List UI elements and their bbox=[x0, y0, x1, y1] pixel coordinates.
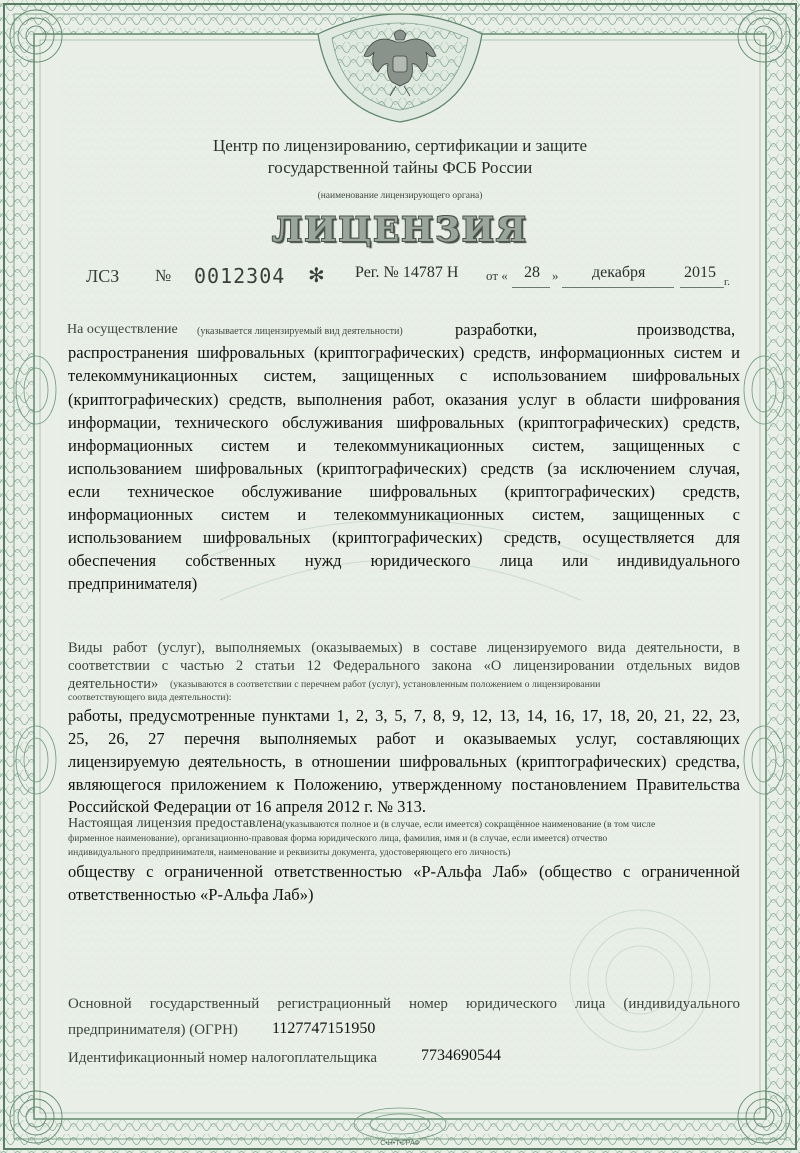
licensee-intro: Настоящая лицензия предоставлена bbox=[68, 816, 283, 831]
ogrn-label: предпринимателя) (ОГРН) bbox=[68, 1022, 238, 1038]
licensee-caption: (указываются полное и (в случае, если имеется) сокращённое наименование (в том числе bbox=[282, 819, 656, 830]
activity-last-line: предпринимателя) bbox=[68, 574, 198, 593]
activity-line: (криптографических) средств, выполнения работ, оказания услуг в области шифрования bbox=[68, 390, 740, 409]
issuer-name-line2: государственной тайны ФСБ России bbox=[267, 158, 533, 177]
asterisk-icon: ✻ bbox=[308, 265, 325, 287]
activity-line: обеспечения собственных нужд юридического лица или индивидуального bbox=[68, 551, 740, 570]
ogrn-line1: Основной государственный регистрационный номер юридического лица (индивидуального bbox=[68, 996, 740, 1012]
works-body-line: работы, предусмотренные пунктами 1, 2, 3, 5, 7, 8, 9, 12, 13, 14, 16, 17, 18, 20, 21, 22, 23, bbox=[68, 706, 740, 725]
year-suffix: г. bbox=[724, 276, 731, 288]
printer-mark: С•Н•Т•ГРАФ bbox=[380, 1140, 420, 1147]
activity-line: информационных систем и телекоммуникационных систем, защищенных с bbox=[68, 436, 740, 455]
licensee-name-line2: ответственностью «Р-Альфа Лаб») bbox=[68, 885, 314, 904]
activity-line: распространения шифровальных (криптографических) средств, информационных систем и bbox=[68, 343, 740, 362]
date-day-close: » bbox=[552, 268, 559, 283]
date-prefix: от « bbox=[486, 268, 508, 283]
works-caption-2: соответствующего вида деятельности): bbox=[68, 692, 232, 703]
activity-line: телекоммуникационных систем, защищенных с использованием шифровальных bbox=[68, 366, 740, 385]
works-line1: Виды работ (услуг), выполняемых (оказываемых) в составе лицензируемого вида деятельности, в bbox=[68, 640, 740, 656]
document-title: ЛИЦЕНЗИЯ bbox=[272, 210, 528, 250]
activity-intro: На осуществление bbox=[67, 322, 178, 337]
registration-number: Рег. № 14787 Н bbox=[355, 264, 459, 281]
activity-line: информации, технического обслуживания шифровальных (криптографических) средств, bbox=[68, 413, 740, 432]
works-line3-label: деятельности» bbox=[68, 676, 159, 692]
issuer-caption: (наименование лицензирующего органа) bbox=[317, 191, 483, 201]
date-year: 2015 bbox=[684, 264, 716, 281]
licensee-caption-2: фирменное наименование), организационно-правовая форма юридического лица, фамилия, имя и (в случае, если имеется) отчество bbox=[68, 833, 608, 844]
inn-label: Идентификационный номер налогоплательщика bbox=[68, 1050, 378, 1066]
activity-word-2: производства, bbox=[637, 320, 736, 339]
date-month: декабря bbox=[592, 264, 646, 281]
license-series: ЛСЗ bbox=[86, 266, 120, 286]
number-sign: № bbox=[155, 266, 172, 285]
works-line2: соответствии с частью 2 статьи 12 Федерального закона «О лицензировании отдельных видов bbox=[68, 658, 740, 674]
date-day: 28 bbox=[524, 264, 540, 281]
activity-line: информационных систем и телекоммуникационных систем, защищенных с bbox=[68, 505, 740, 524]
works-body-line: являющегося приложением к Положению, утвержденному постановлением Правительства bbox=[68, 775, 740, 794]
works-body-last: Российской Федерации от 16 апреля 2012 г. № 313. bbox=[68, 797, 426, 816]
licensee-name-line1: обществу с ограниченной ответственностью «Р-Альфа Лаб» (общество с ограниченной bbox=[68, 862, 740, 881]
activity-word-1: разработки, bbox=[455, 320, 538, 339]
inn-value: 7734690544 bbox=[421, 1047, 501, 1064]
works-body-line: 25, 26, 27 перечня выполняемых работ и оказываемых услуг, составляющих bbox=[68, 729, 740, 748]
activity-line: использованием шифровальных (криптографических) средств (за исключением случая, bbox=[68, 459, 740, 478]
works-caption: (указываются в соответствии с перечнем работ (услуг), установленным положением о лицензировании bbox=[170, 679, 601, 690]
license-number: 0012304 bbox=[194, 264, 286, 288]
activity-line: если техническое обслуживание шифровальных (криптографических) средств, bbox=[68, 482, 740, 501]
licensee-caption-3: индивидуального предпринимателя, наименование и реквизиты документа, удостоверяющего его личность) bbox=[68, 847, 511, 858]
issuer-name-line1: Центр по лицензированию, сертификации и защите bbox=[212, 136, 588, 155]
activity-line: использованием шифровальных (криптографических) средств, осуществляется для bbox=[68, 528, 740, 547]
activity-caption: (указывается лицензируемый вид деятельности) bbox=[197, 326, 403, 337]
ogrn-value: 1127747151950 bbox=[272, 1020, 376, 1037]
works-body-line: лицензируемую деятельность, в отношении шифровальных (криптографических) средства, bbox=[68, 752, 740, 771]
